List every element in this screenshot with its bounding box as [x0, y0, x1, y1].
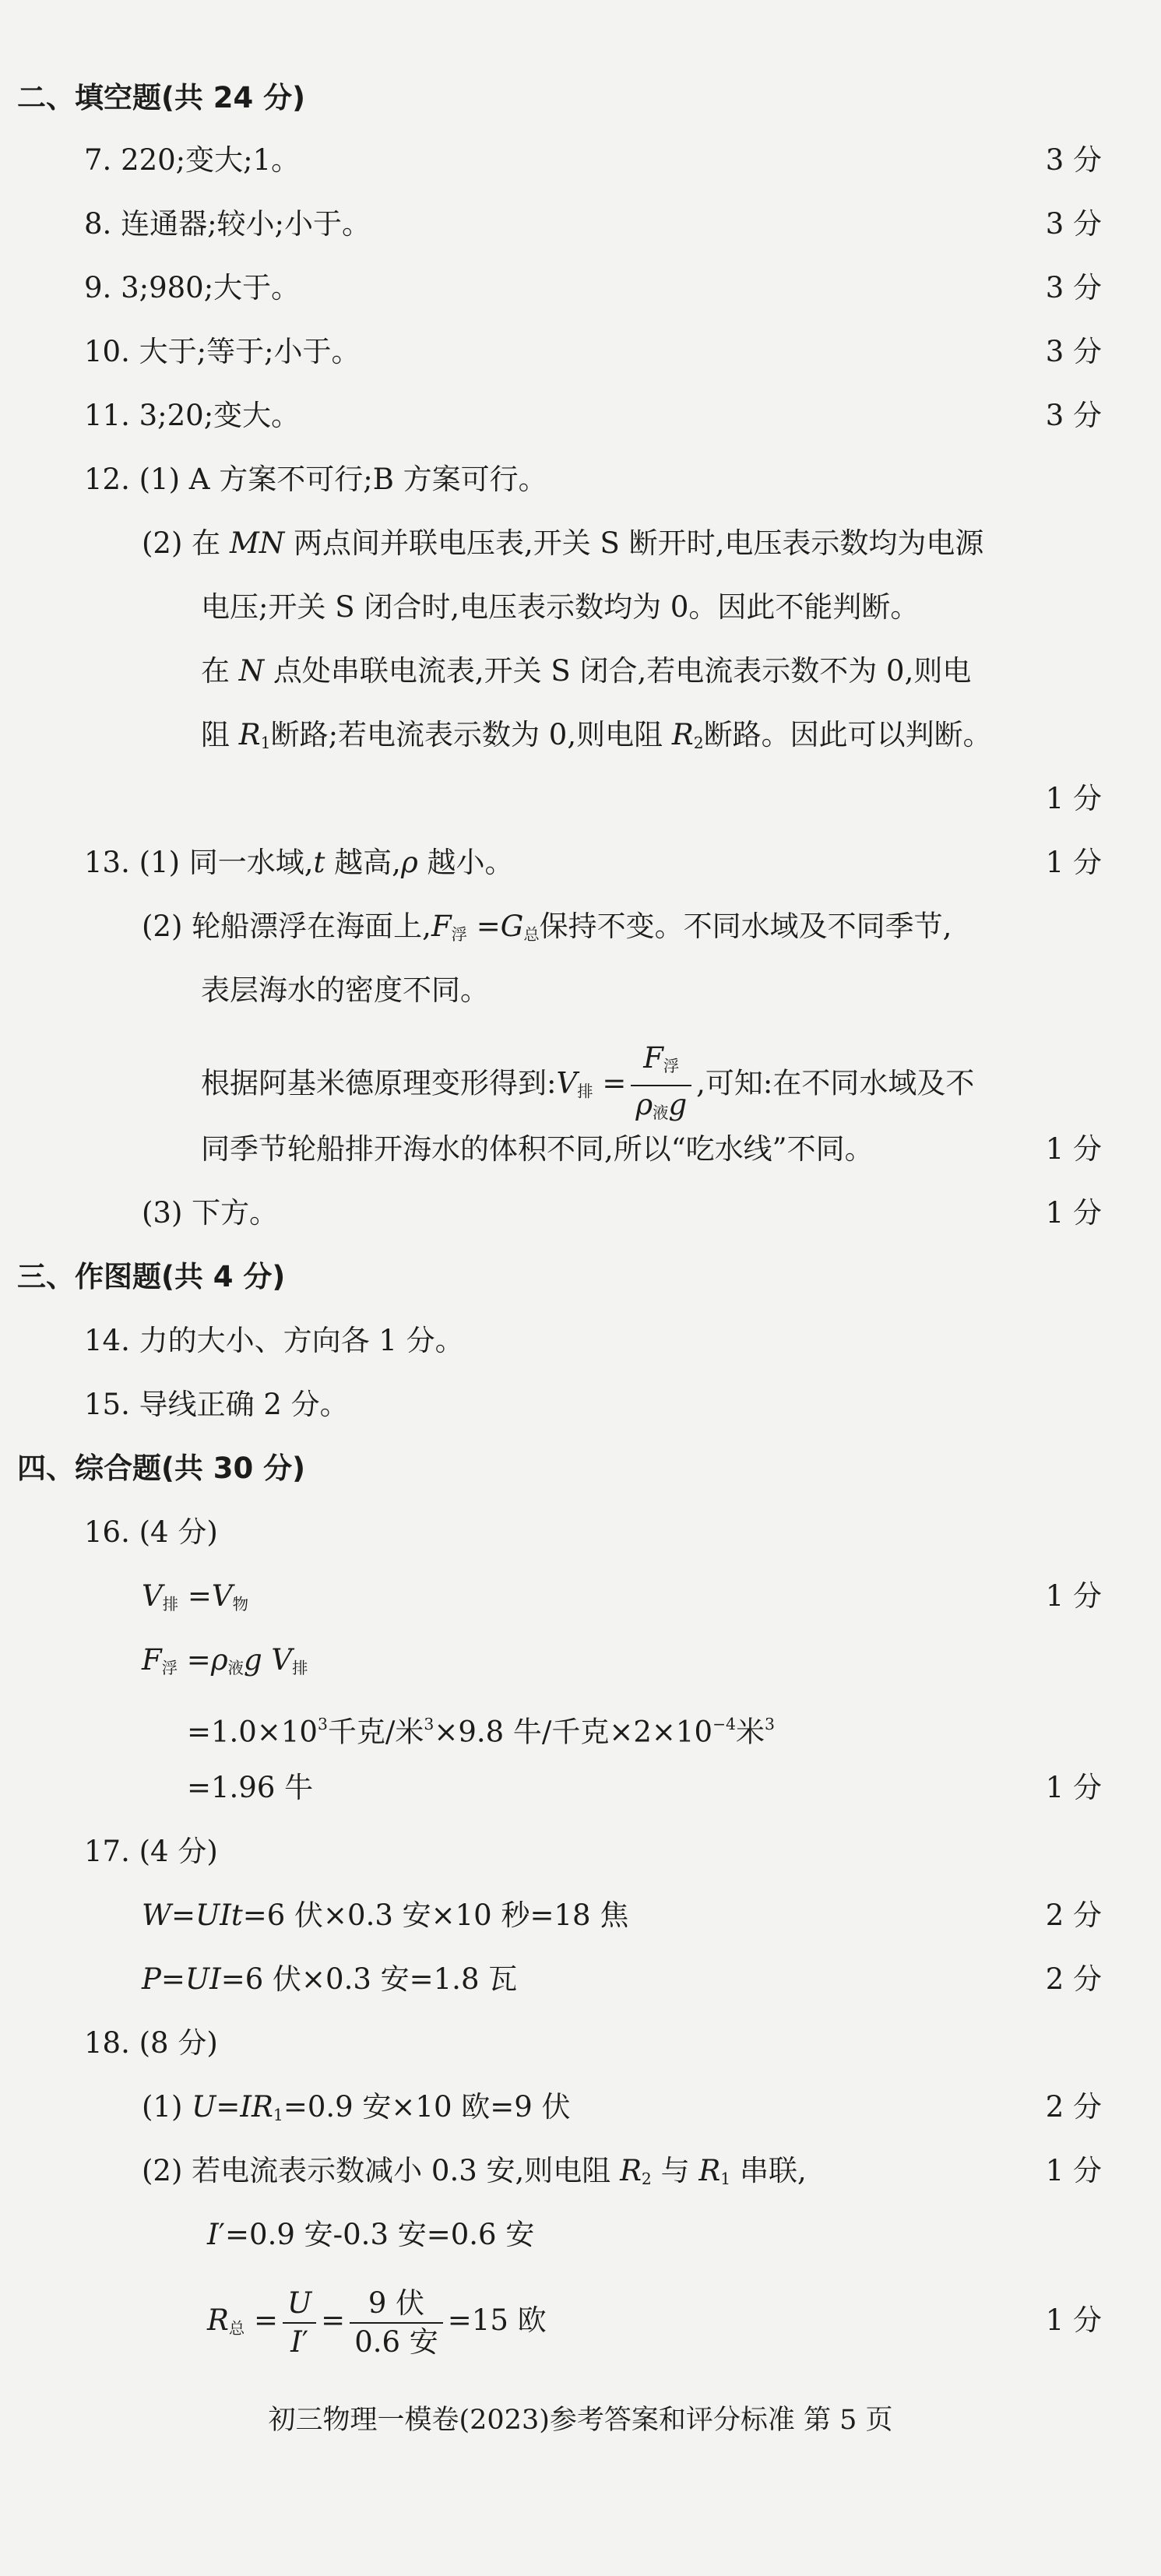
answer-q16-eq4: =1.96 牛 — [187, 1771, 314, 1804]
text: =6 伏×0.3 安×10 秒=18 焦 — [242, 1899, 629, 1932]
text: 两点间并联电压表,开关 S 断开时,电压表示数均为电源 — [284, 526, 984, 560]
answer-q17: 17. (4 分) — [84, 1835, 218, 1868]
fraction-f-over-rho-g: $\frac{F_浮}{\rho_液g}$ — [631, 1040, 691, 1131]
score-q8: 3 分 — [1045, 207, 1102, 241]
section-title-comprehensive: 四、综合题(共 30 分) — [17, 1452, 306, 1485]
score-q11: 3 分 — [1045, 399, 1102, 432]
text: 越高, — [325, 846, 401, 879]
answer-q18: 18. (8 分) — [84, 2026, 218, 2060]
text: (2) 轮船漂浮在海面上, — [142, 910, 431, 943]
answer-q8: 8. 连通器;较小;小于。 — [84, 207, 371, 241]
answer-q9: 9. 3;980;大于。 — [84, 271, 301, 304]
score-q13-1: 1 分 — [1045, 846, 1102, 879]
answer-q16: 16. (4 分) — [84, 1515, 218, 1549]
answer-q12-2-line2: 电压;开关 S 闭合时,电压表示数均为 0。因此不能判断。 — [201, 590, 920, 624]
answer-q12-2-line3 — [201, 651, 971, 692]
answer-q10: 10. 大于;等于;小于。 — [84, 335, 361, 368]
answer-q16-eq3: $=1.0\times 10^3$千克/米$^3$×9.8 牛/千克$\times 2\times 10^{-4}$米$^3$ — [187, 1715, 775, 1749]
text: 串联, — [730, 2154, 807, 2187]
var-MN: MN — [229, 526, 285, 560]
answer-q18-1: (1) $U=IR_1=0.9$ 安×10 欧=9 伏 — [142, 2090, 571, 2125]
answer-q13-2-line2: 表层海水的密度不同。 — [201, 973, 489, 1007]
answer-q12-1: 12. (1) A 方案不可行;B 方案可行。 — [84, 463, 547, 496]
fraction-u-over-i: $\frac{U}{I'}$ — [283, 2285, 316, 2361]
answer-q18-2-line2: I′=0.9 安-0.3 安=0.6 安 — [207, 2218, 535, 2251]
text: 断路。因此可以判断。 — [703, 718, 992, 751]
score-q18-1: 2 分 — [1045, 2090, 1102, 2124]
score-q12: 1 分 — [1045, 782, 1102, 815]
score-q7: 3 分 — [1045, 143, 1102, 177]
score-q18-3: 1 分 — [1045, 2303, 1102, 2337]
text: 米 — [736, 1715, 765, 1749]
text: =0.9 安×10 欧=9 伏 — [283, 2090, 571, 2124]
text: (2) 在 — [142, 526, 230, 560]
answer-q13-2-line3: 根据阿基米德原理变形得到$:V_排$ = $\frac{F_浮}{\rho_液g}$ ,可知:在不同水域及不 — [201, 1040, 974, 1131]
answer-q14: 14. 力的大小、方向各 1 分。 — [84, 1324, 464, 1357]
text: 千克/米 — [327, 1715, 424, 1749]
text: ×9.8 牛/千克×2×10 — [434, 1715, 713, 1749]
fraction-9v-over-06a: $\frac{\text{9 伏}}{\text{0.6 安}}$ — [350, 2285, 443, 2361]
answer-q11: 11. 3;20;变大。 — [84, 399, 301, 432]
page-footer: 初三物理一模卷(2023)参考答案和评分标准 第 5 页 — [268, 2405, 893, 2436]
score-q17-b: 2 分 — [1045, 1962, 1102, 1996]
text: 根据阿基米德原理变形得到: — [201, 1066, 557, 1100]
score-q18-2: 1 分 — [1045, 2154, 1102, 2187]
answer-q12-2-line1 — [142, 523, 983, 564]
text: 越小。 — [417, 846, 514, 879]
text: =0.9 安-0.3 安=0.6 安 — [225, 2218, 535, 2251]
text: =6 伏×0.3 安=1.8 瓦 — [220, 1962, 518, 1996]
answer-q7: 7. 220;变大;1。 — [84, 143, 301, 177]
answer-q18-2-line3: $R_总$ = $\frac{U}{I'}$ = $\frac{\text{9 伏}}{\text{0.6 安}}$ =15 欧 — [207, 2282, 547, 2367]
text: 点处串联电流表,开关 S 闭合,若电流表示数不为 0,则电 — [264, 654, 972, 688]
score-q13-2: 1 分 — [1045, 1132, 1102, 1166]
section-title-fill-in: 二、填空题(共 24 分) — [17, 81, 306, 114]
answer-q12-2-line4: 阻 $R_1$断路;若电流表示数为 0,则电阻 $R_2$断路。因此可以判断。 — [201, 718, 992, 753]
score-q16-c: 1 分 — [1045, 1771, 1102, 1804]
text: ,可知:在不同水域及不 — [696, 1066, 975, 1100]
section-title-drawing: 三、作图题(共 4 分) — [17, 1260, 286, 1293]
answer-q13-2-line4: 同季节轮船排开海水的体积不同,所以“吃水线”不同。 — [201, 1132, 874, 1166]
answer-q13-2-line1: (2) 轮船漂浮在海面上$,F_浮 =G_总$保持不变。不同水域及不同季节, — [142, 910, 952, 945]
answer-q16-eq1: $V_排 =V_物$ — [142, 1579, 248, 1614]
answer-q13-1: 13. (1) 同一水域,t 越高,ρ 越小。 — [84, 846, 514, 879]
text: 在 — [201, 654, 239, 688]
text: (2) 若电流表示数减小 0.3 安,则电阻 — [142, 2154, 621, 2187]
text: =1.0×10 — [187, 1715, 318, 1749]
answer-q17-eq1: W=UIt=6 伏×0.3 安×10 秒=18 焦 — [142, 1899, 629, 1932]
text: 断路;若电流表示数为 0,则电阻 — [270, 718, 672, 751]
score-q13-3: 1 分 — [1045, 1196, 1102, 1230]
score-q16-a: 1 分 — [1045, 1579, 1102, 1613]
text: 与 — [651, 2154, 699, 2187]
text: 保持不变。不同水域及不同季节, — [539, 910, 952, 943]
var-N: N — [238, 654, 265, 688]
answer-q13-3: (3) 下方。 — [142, 1196, 279, 1230]
score-q17-a: 2 分 — [1045, 1899, 1102, 1932]
answer-q18-2-line1: (2) 若电流表示数减小 0.3 安,则电阻 $R_2$ 与 $R_1$ 串联, — [142, 2154, 807, 2189]
score-q10: 3 分 — [1045, 335, 1102, 368]
score-q9: 3 分 — [1045, 271, 1102, 304]
text: =15 欧 — [447, 2303, 547, 2337]
text: 13. (1) 同一水域, — [84, 846, 314, 879]
text: 阻 — [201, 718, 239, 751]
answer-q17-eq2: P=UI=6 伏×0.3 安=1.8 瓦 — [142, 1962, 518, 1996]
answer-q15: 15. 导线正确 2 分。 — [84, 1388, 349, 1421]
answer-q16-eq2: $F_浮 =\rho_液g$ $V_排$ — [142, 1643, 308, 1678]
